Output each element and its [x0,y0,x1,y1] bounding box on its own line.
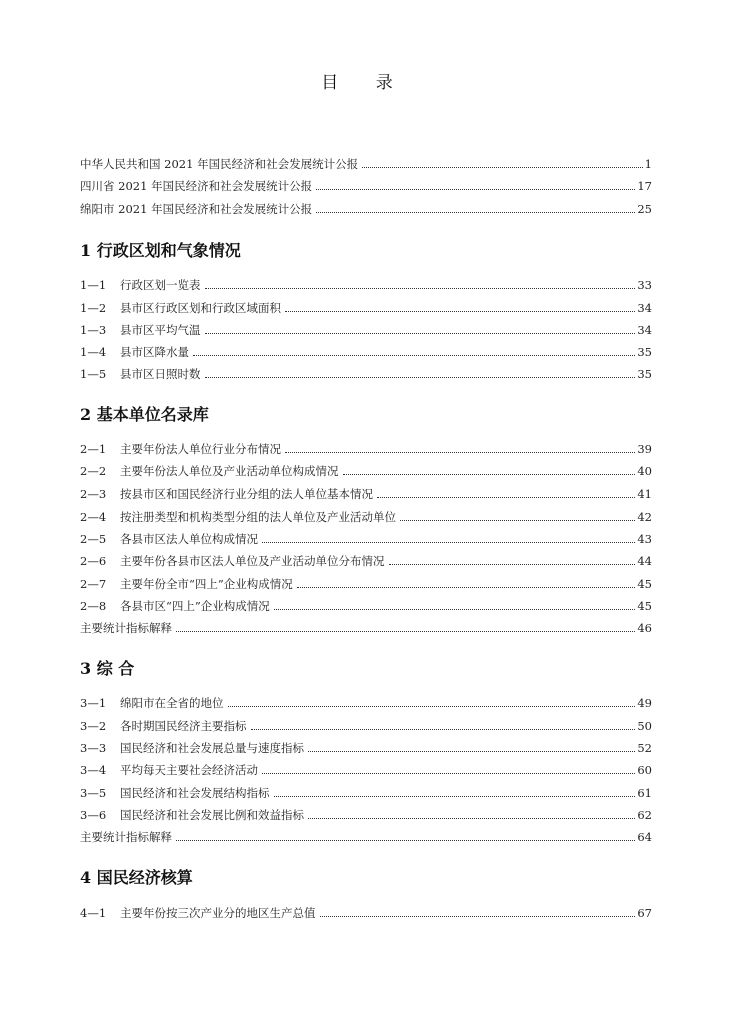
entry-page: 49 [637,696,652,710]
toc-entry[interactable] [80,439,652,457]
entry-code: 1—2 [80,301,107,315]
section-heading: 3 综 合 [80,659,135,678]
entry-code: 3—4 [80,763,107,777]
entry-code: 1—5 [80,367,107,381]
section-heading: 4 国民经济核算 [80,868,193,887]
toc-entry[interactable] [80,738,652,756]
entry-code: 1—1 [80,278,107,292]
entry-page: 40 [637,464,652,478]
dot-leader [176,631,635,632]
entry-text: 县市区行政区划和行政区域面积 [120,301,281,315]
dot-leader [285,311,635,312]
entry-page: 39 [637,442,652,456]
entry-code: 1—4 [80,345,107,359]
dot-leader [389,564,636,565]
toc-entry[interactable] [80,364,652,382]
dot-leader [377,497,635,498]
entry-page: 34 [637,323,652,337]
toc-entry[interactable] [80,298,652,316]
entry-text: 主要年份法人单位行业分布情况 [120,442,281,456]
entry-text: 按县市区和国民经济行业分组的法人单位基本情况 [120,487,373,501]
toc-entry[interactable] [80,716,652,734]
entry-page: 45 [637,599,652,613]
dot-leader [262,542,635,543]
dot-leader [274,609,636,610]
entry-text: 主要年份各县市区法人单位及产业活动单位分布情况 [120,554,385,568]
toc-entry[interactable] [80,199,652,217]
dot-leader [320,916,636,917]
entry-code: 2—8 [80,599,107,613]
toc-entry[interactable] [80,176,652,194]
dot-leader [251,729,636,730]
toc-entry[interactable] [80,320,652,338]
entry-code: 2—6 [80,554,107,568]
entry-text: 主要统计指标解释 [80,621,172,635]
entry-text: 主要年份法人单位及产业活动单位构成情况 [120,464,339,478]
entry-text: 行政区划一览表 [120,278,201,292]
toc-entry[interactable] [80,783,652,801]
entry-code: 2—2 [80,464,107,478]
entry-text: 平均每天主要社会经济活动 [120,763,258,777]
dot-leader [316,189,635,190]
toc-entry[interactable] [80,551,652,569]
entry-text: 四川省 2021 年国民经济和社会发展统计公报 [80,179,313,193]
entry-code: 2—1 [80,442,107,456]
entry-code: 3—2 [80,719,107,733]
toc-entry[interactable] [80,760,652,778]
entry-code: 4—1 [80,906,107,920]
entry-text: 主要年份按三次产业分的地区生产总值 [120,906,316,920]
entry-page: 60 [637,763,652,777]
entry-code: 3—5 [80,786,107,800]
entry-text: 绵阳市 2021 年国民经济和社会发展统计公报 [80,202,313,216]
entry-page: 17 [637,179,652,193]
dot-leader [308,818,635,819]
dot-leader [262,773,635,774]
entry-text: 绵阳市在全省的地位 [120,696,224,710]
section-heading: 2 基本单位名录库 [80,405,209,424]
page-title: 目 录 [321,73,409,93]
entry-text: 主要年份全市“四上”企业构成情况 [120,577,293,591]
toc-entry[interactable] [80,827,652,845]
entry-text: 中华人民共和国 2021 年国民经济和社会发展统计公报 [80,157,359,171]
entry-page: 25 [637,202,652,216]
toc-entry[interactable] [80,529,652,547]
entry-page: 61 [637,786,652,800]
entry-code: 2—7 [80,577,107,591]
entry-code: 3—1 [80,696,107,710]
entry-code: 2—3 [80,487,107,501]
entry-page: 33 [637,278,652,292]
dot-leader [176,840,635,841]
entry-page: 1 [644,157,652,171]
entry-code: 1—3 [80,323,107,337]
dot-leader [193,355,635,356]
entry-page: 35 [637,345,652,359]
toc-entry[interactable] [80,484,652,502]
toc-entry[interactable] [80,693,652,711]
toc-entry[interactable] [80,805,652,823]
toc-entry[interactable] [80,903,652,921]
toc-entry[interactable] [80,275,652,293]
entry-page: 52 [637,741,652,755]
entry-text: 各县市区“四上”企业构成情况 [120,599,270,613]
dot-leader [308,751,635,752]
entry-code: 3—3 [80,741,107,755]
entry-text: 县市区日照时数 [120,367,201,381]
toc-entry[interactable] [80,507,652,525]
dot-leader [362,167,643,168]
entry-text: 县市区平均气温 [120,323,201,337]
dot-leader [274,796,636,797]
toc-entry[interactable] [80,596,652,614]
entry-text: 各时期国民经济主要指标 [120,719,247,733]
dot-leader [297,587,636,588]
dot-leader [205,377,636,378]
entry-text: 各县市区法人单位构成情况 [120,532,258,546]
entry-text: 国民经济和社会发展结构指标 [120,786,270,800]
toc-entry[interactable] [80,461,652,479]
entry-page: 50 [637,719,652,733]
dot-leader [205,288,636,289]
entry-text: 按注册类型和机构类型分组的法人单位及产业活动单位 [120,510,396,524]
entry-page: 35 [637,367,652,381]
dot-leader [316,212,635,213]
entry-page: 43 [637,532,652,546]
entry-page: 44 [637,554,652,568]
entry-page: 46 [637,621,652,635]
entry-page: 41 [637,487,652,501]
entry-page: 67 [637,906,652,920]
toc-entry[interactable] [80,154,652,172]
entry-code: 2—5 [80,532,107,546]
dot-leader [285,452,635,453]
entry-text: 县市区降水量 [120,345,189,359]
entry-text: 国民经济和社会发展总量与速度指标 [120,741,304,755]
dot-leader [205,333,636,334]
dot-leader [400,520,635,521]
toc-entry[interactable] [80,574,652,592]
toc-entry[interactable] [80,618,652,636]
dot-leader [228,706,636,707]
dot-leader [343,474,636,475]
entry-text: 国民经济和社会发展比例和效益指标 [120,808,304,822]
entry-code: 2—4 [80,510,107,524]
section-heading: 1 行政区划和气象情况 [80,241,241,260]
entry-page: 34 [637,301,652,315]
entry-text: 主要统计指标解释 [80,830,172,844]
entry-page: 42 [637,510,652,524]
toc-entry[interactable] [80,342,652,360]
entry-page: 45 [637,577,652,591]
entry-page: 64 [637,830,652,844]
entry-page: 62 [637,808,652,822]
entry-code: 3—6 [80,808,107,822]
